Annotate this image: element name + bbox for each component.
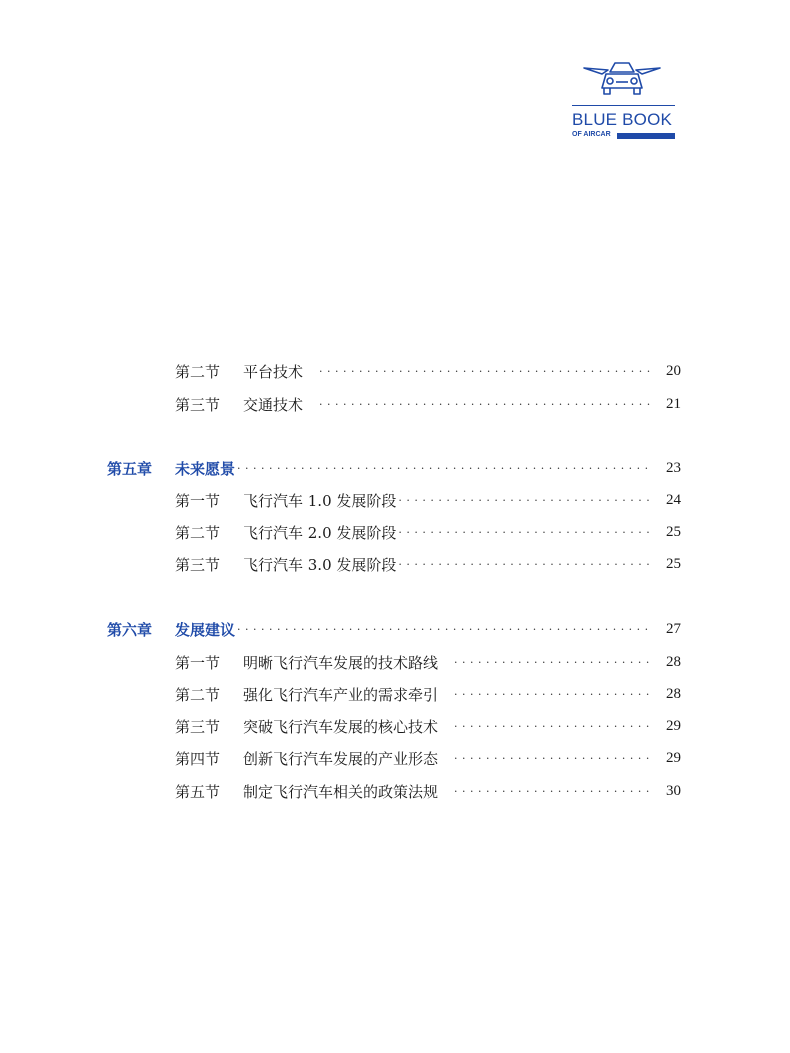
dot-leader bbox=[454, 688, 653, 701]
dot-leader bbox=[454, 752, 653, 765]
section-title: 飞行汽车 1.0 发展阶段 bbox=[243, 491, 397, 510]
page-number: 25 bbox=[666, 555, 681, 572]
page-number: 29 bbox=[666, 749, 681, 766]
section-title: 强化飞行汽车产业的需求牵引 bbox=[243, 685, 439, 704]
chapter-number: 第五章 bbox=[107, 459, 153, 478]
section-number: 第一节 bbox=[175, 653, 221, 672]
dot-leader bbox=[319, 365, 653, 378]
toc-section-row[interactable] bbox=[175, 359, 681, 383]
section-title: 平台技术 bbox=[243, 362, 304, 381]
page-number: 23 bbox=[666, 459, 681, 476]
page-number: 28 bbox=[666, 685, 681, 702]
flying-car-icon bbox=[582, 56, 662, 100]
section-title: 创新飞行汽车发展的产业形态 bbox=[243, 749, 439, 768]
logo-bar bbox=[617, 133, 675, 139]
section-title: 制定飞行汽车相关的政策法规 bbox=[243, 782, 439, 801]
dot-leader bbox=[398, 494, 653, 507]
toc-section-row[interactable] bbox=[175, 520, 681, 544]
chapter-title: 未来愿景 bbox=[175, 459, 236, 478]
dot-leader bbox=[237, 462, 653, 475]
page-number: 27 bbox=[666, 620, 681, 637]
section-title: 飞行汽车 2.0 发展阶段 bbox=[243, 523, 397, 542]
page-number: 28 bbox=[666, 653, 681, 670]
chapter-title: 发展建议 bbox=[175, 620, 236, 639]
dot-leader bbox=[319, 398, 653, 411]
toc-chapter-row[interactable] bbox=[107, 456, 681, 480]
section-number: 第三节 bbox=[175, 395, 221, 414]
section-number: 第五节 bbox=[175, 782, 221, 801]
dot-leader bbox=[454, 720, 653, 733]
toc-section-row[interactable] bbox=[175, 650, 681, 674]
toc-section-row[interactable] bbox=[175, 682, 681, 706]
page-number: 30 bbox=[666, 782, 681, 799]
page-number: 29 bbox=[666, 717, 681, 734]
logo-title: BLUE BOOK bbox=[572, 110, 673, 129]
section-title: 交通技术 bbox=[243, 395, 304, 414]
section-title: 突破飞行汽车发展的核心技术 bbox=[243, 717, 439, 736]
toc-section-row[interactable] bbox=[175, 714, 681, 738]
toc-chapter-row[interactable] bbox=[107, 617, 681, 641]
section-title: 飞行汽车 3.0 发展阶段 bbox=[243, 555, 397, 574]
logo-divider bbox=[572, 105, 675, 106]
page-number: 24 bbox=[666, 491, 681, 508]
blue-book-logo bbox=[566, 56, 678, 146]
section-number: 第四节 bbox=[175, 749, 221, 768]
dot-leader bbox=[454, 656, 653, 669]
page-number: 21 bbox=[666, 395, 681, 412]
logo-subtitle: OF AIRCAR bbox=[572, 131, 611, 138]
section-number: 第二节 bbox=[175, 685, 221, 704]
toc-section-row[interactable] bbox=[175, 746, 681, 770]
section-number: 第三节 bbox=[175, 717, 221, 736]
section-title: 明晰飞行汽车发展的技术路线 bbox=[243, 653, 439, 672]
dot-leader bbox=[398, 526, 653, 539]
toc-section-row[interactable] bbox=[175, 779, 681, 803]
section-number: 第三节 bbox=[175, 555, 221, 574]
section-number: 第二节 bbox=[175, 523, 221, 542]
dot-leader bbox=[237, 623, 653, 636]
toc-section-row[interactable] bbox=[175, 392, 681, 416]
dot-leader bbox=[454, 785, 653, 798]
chapter-number: 第六章 bbox=[107, 620, 153, 639]
section-number: 第一节 bbox=[175, 491, 221, 510]
page-number: 25 bbox=[666, 523, 681, 540]
section-number: 第二节 bbox=[175, 362, 221, 381]
dot-leader bbox=[398, 558, 653, 571]
page-number: 20 bbox=[666, 362, 681, 379]
toc-section-row[interactable] bbox=[175, 488, 681, 512]
toc-section-row[interactable] bbox=[175, 552, 681, 576]
